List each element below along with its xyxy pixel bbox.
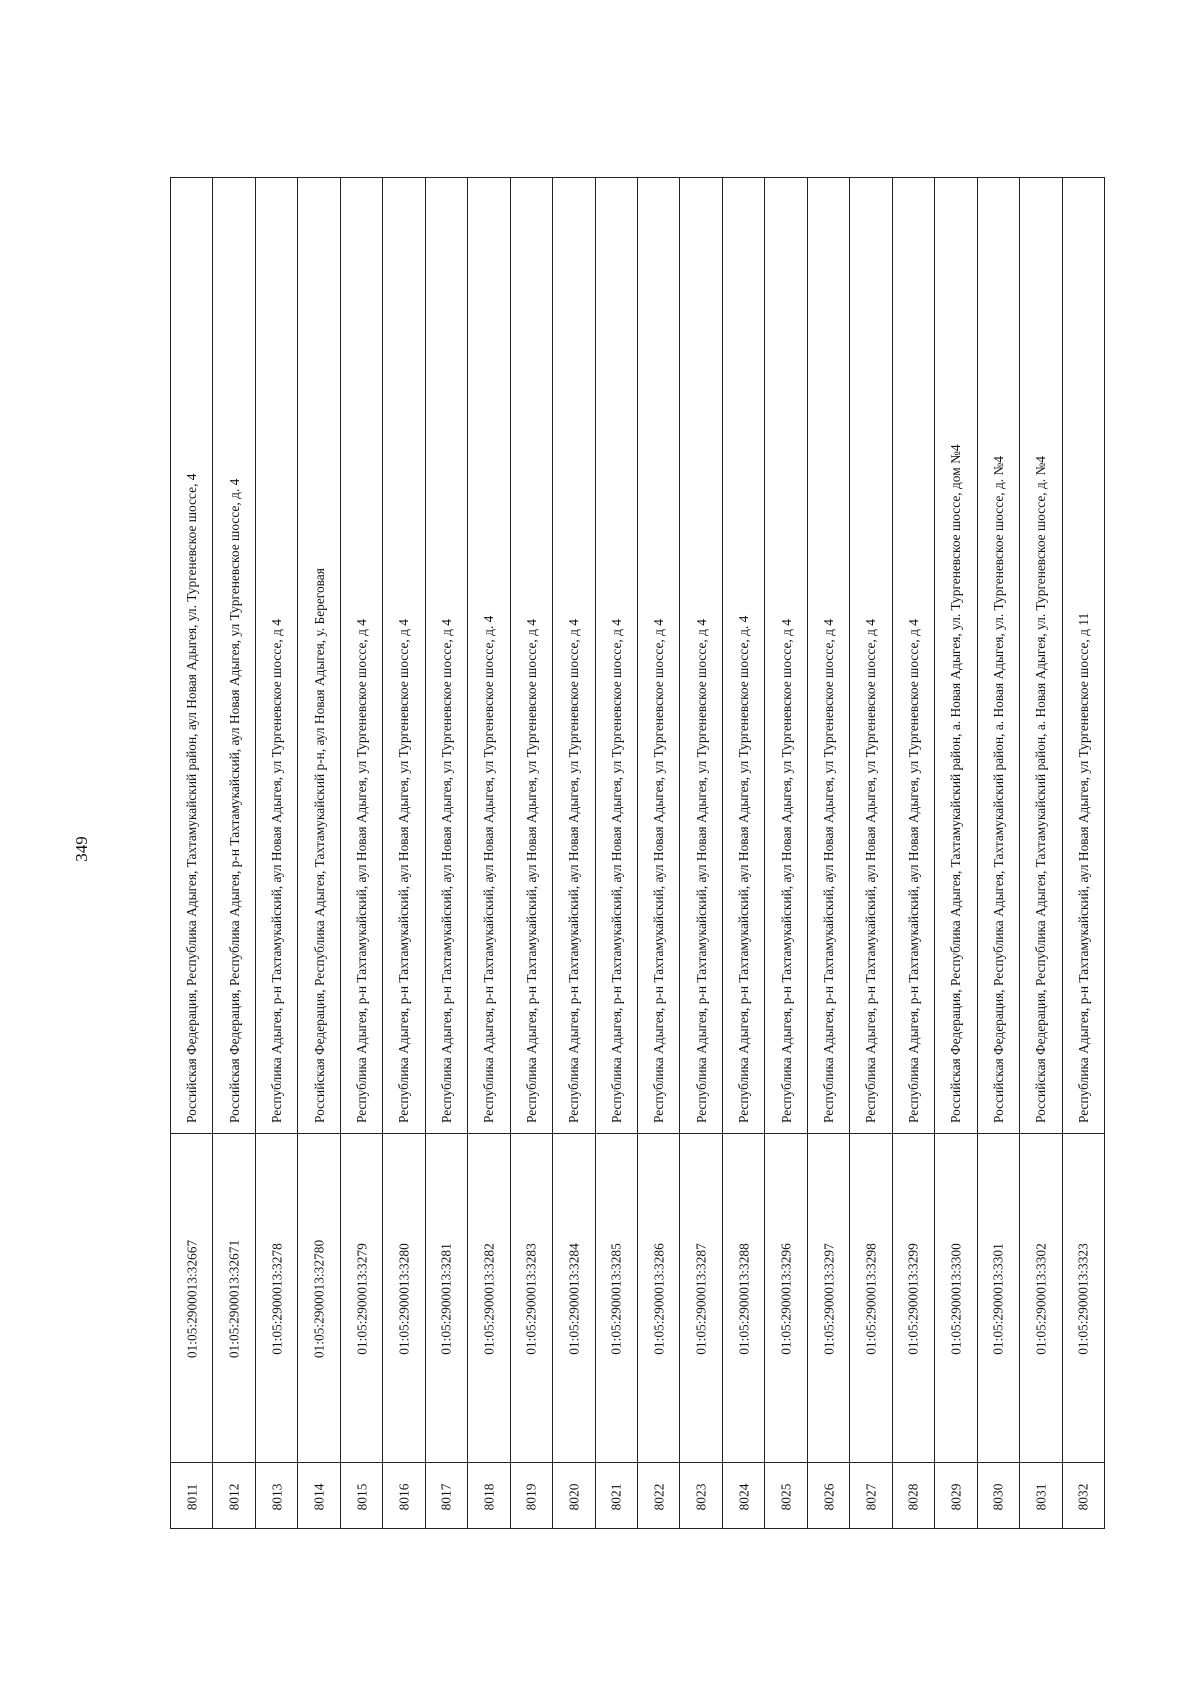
address-cell	[765, 178, 806, 1133]
table-row	[341, 178, 383, 1528]
row-number-cell	[426, 1462, 467, 1531]
address-cell-text: Республика Адыгея, р-н Тахтамукайский, аул Новая Адыгея, ул Тургеневское шоссе, д 4	[778, 618, 794, 1123]
row-number-cell	[765, 1462, 806, 1531]
cadastral-number-cell-text: 01:05:2900013:3296	[778, 1242, 794, 1355]
row-number-cell	[680, 1462, 721, 1531]
address-cell	[1020, 178, 1061, 1133]
cadastral-number-cell-text: 01:05:2900013:3288	[735, 1242, 751, 1355]
table-row	[1020, 178, 1062, 1528]
cadastral-number-cell	[213, 1133, 254, 1463]
cadastral-number-cell	[935, 1133, 976, 1463]
row-number-cell-text: 8019	[523, 1483, 539, 1511]
row-number-cell	[298, 1462, 339, 1531]
row-number-cell-text: 8014	[311, 1483, 327, 1511]
cadastral-number-cell	[978, 1133, 1019, 1463]
row-number-cell-text: 8029	[948, 1483, 964, 1511]
address-cell-text: Российская Федерация, Республика Адыгея, Тахтамукайский район, а. Новая Адыгея, ул. Тургеневское шоссе, д. №4	[1033, 455, 1049, 1123]
cadastral-number-cell-text: 01:05:2900013:32780	[311, 1239, 327, 1358]
address-cell-text: Республика Адыгея, р-н Тахтамукайский, аул Новая Адыгея, ул Тургеневское шоссе, д 4	[396, 618, 412, 1123]
address-cell	[680, 178, 721, 1133]
address-cell	[341, 178, 382, 1133]
row-number-cell-text: 8021	[608, 1483, 624, 1511]
page-number	[62, 829, 102, 869]
row-number-cell-text: 8017	[438, 1483, 454, 1511]
row-number-cell	[723, 1462, 764, 1531]
address-cell	[723, 178, 764, 1133]
row-number-cell-text: 8030	[990, 1483, 1006, 1511]
address-cell	[978, 178, 1019, 1133]
cadastral-number-cell-text: 01:05:2900013:3302	[1033, 1242, 1049, 1355]
address-cell-text: Республика Адыгея, р-н Тахтамукайский, аул Новая Адыгея, ул Тургеневское шоссе, д 4	[269, 618, 285, 1123]
address-cell	[553, 178, 594, 1133]
cadastral-number-cell	[638, 1133, 679, 1463]
row-number-cell-text: 8022	[651, 1483, 666, 1511]
table-row	[171, 178, 213, 1528]
registry-table	[170, 177, 1105, 1529]
address-cell-text: Республика Адыгея, р-н Тахтамукайский, аул Новая Адыгея, ул Тургеневское шоссе, д 4	[693, 618, 709, 1123]
address-cell-text: Республика Адыгея, р-н Тахтамукайский, аул Новая Адыгея, ул Тургеневское шоссе, д 4	[905, 618, 921, 1123]
row-number-cell-text: 8026	[820, 1483, 836, 1511]
address-cell	[468, 178, 509, 1133]
row-number-cell	[808, 1462, 849, 1531]
address-cell-text: Республика Адыгея, р-н Тахтамукайский, аул Новая Адыгея, ул Тургеневское шоссе, д 4	[523, 618, 539, 1123]
table-row	[935, 178, 977, 1528]
row-number-cell-text: 8028	[905, 1483, 921, 1511]
page-number-text: 349	[72, 836, 91, 862]
address-cell-text: Республика Адыгея, р-н Тахтамукайский, аул Новая Адыгея, ул Тургеневское шоссе, д 4	[566, 618, 582, 1123]
cadastral-number-cell	[511, 1133, 552, 1463]
cadastral-number-cell	[171, 1133, 212, 1463]
row-number-cell-text: 8024	[735, 1483, 751, 1511]
row-number-cell	[383, 1462, 424, 1531]
table-row	[298, 178, 340, 1528]
address-cell-text: Республика Адыгея, р-н Тахтамукайский, аул Новая Адыгея, ул Тургеневское шоссе, д 4	[863, 618, 879, 1123]
row-number-cell	[850, 1462, 891, 1531]
address-cell	[383, 178, 424, 1133]
table-row	[680, 178, 722, 1528]
row-number-cell-text: 8013	[268, 1483, 284, 1511]
cadastral-number-cell-text: 01:05:2900013:3280	[396, 1242, 412, 1355]
cadastral-number-cell-text: 01:05:2900013:3287	[693, 1242, 709, 1355]
address-cell	[893, 178, 934, 1133]
table-row	[468, 178, 510, 1528]
row-number-cell	[213, 1462, 254, 1531]
row-number-cell	[638, 1462, 679, 1531]
address-cell	[935, 178, 976, 1133]
address-cell-text: Республика Адыгея, р-н Тахтамукайский, аул Новая Адыгея, ул Тургеневское шоссе, д 4	[608, 618, 624, 1123]
address-cell-text: Республика Адыгея, р-н Тахтамукайский, аул Новая Адыгея, ул Тургеневское шоссе, д 4	[821, 618, 837, 1123]
row-number-cell	[893, 1462, 934, 1531]
cadastral-number-cell-text: 01:05:2900013:3299	[905, 1242, 921, 1355]
row-number-cell-text: 8032	[1075, 1483, 1091, 1511]
address-cell-text: Республика Адыгея, р-н Тахтамукайский, аул Новая Адыгея, ул Тургеневское шоссе, д 4	[354, 618, 370, 1123]
address-cell	[596, 178, 637, 1133]
row-number-cell-text: 8027	[863, 1483, 879, 1511]
cadastral-number-cell-text: 01:05:2900013:3284	[566, 1242, 582, 1355]
address-cell-text: Российская Федерация, Республика Адыгея, Тахтамукайский район, аул Новая Адыгея, ул. Тургеневское шоссе, 4	[184, 473, 200, 1123]
row-number-cell-text: 8025	[778, 1483, 794, 1511]
cadastral-number-cell	[1063, 1133, 1104, 1463]
cadastral-number-cell	[468, 1133, 509, 1463]
cadastral-number-cell-text: 01:05:2900013:3285	[608, 1242, 624, 1355]
cadastral-number-cell-text: 01:05:2900013:3279	[353, 1242, 369, 1355]
address-cell-text: Республика Адыгея, р-н Тахтамукайский, аул Новая Адыгея, ул Тургеневское шоссе, д 11	[1075, 612, 1091, 1123]
address-cell	[298, 178, 339, 1133]
address-cell	[213, 178, 254, 1133]
cadastral-number-cell-text: 01:05:2900013:3283	[523, 1242, 539, 1355]
table-row	[978, 178, 1020, 1528]
cadastral-number-cell	[680, 1133, 721, 1463]
row-number-cell	[468, 1462, 509, 1531]
row-number-cell-text: 8020	[566, 1483, 582, 1511]
cadastral-number-cell-text: 01:05:2900013:3323	[1075, 1242, 1091, 1355]
row-number-cell	[596, 1462, 637, 1531]
row-number-cell	[553, 1462, 594, 1531]
address-cell	[850, 178, 891, 1133]
cadastral-number-cell	[1020, 1133, 1061, 1463]
address-cell-text: Российская Федерация, Республика Адыгея, р-н Тахтамукайский, аул Новая Адыгея, ул Тургеневское шоссе, д. 4	[226, 478, 242, 1123]
cadastral-number-cell	[256, 1133, 297, 1463]
cadastral-number-cell	[383, 1133, 424, 1463]
row-number-cell	[171, 1462, 212, 1531]
table-row	[596, 178, 638, 1528]
cadastral-number-cell-text: 01:05:2900013:3278	[268, 1242, 284, 1355]
table-row	[1063, 178, 1104, 1528]
address-cell	[1063, 178, 1104, 1133]
address-cell-text: Республика Адыгея, р-н Тахтамукайский, аул Новая Адыгея, ул Тургеневское шоссе, д. 4	[736, 615, 752, 1123]
cadastral-number-cell-text: 01:05:2900013:3281	[438, 1242, 454, 1355]
table-row	[553, 178, 595, 1528]
cadastral-number-cell-text: 01:05:2900013:3282	[481, 1242, 497, 1355]
table-row	[426, 178, 468, 1528]
cadastral-number-cell	[808, 1133, 849, 1463]
cadastral-number-cell-text: 01:05:2900013:3286	[651, 1242, 666, 1355]
address-cell	[511, 178, 552, 1133]
cadastral-number-cell	[341, 1133, 382, 1463]
cadastral-number-cell	[596, 1133, 637, 1463]
row-number-cell	[256, 1462, 297, 1531]
row-number-cell	[511, 1462, 552, 1531]
cadastral-number-cell	[850, 1133, 891, 1463]
address-cell	[256, 178, 297, 1133]
address-cell-text: Российская Федерация, Республика Адыгея, Тахтамукайский район, а. Новая Адыгея, ул. Тургеневское шоссе, д. №4	[990, 455, 1006, 1123]
table-row	[383, 178, 425, 1528]
row-number-cell	[978, 1462, 1019, 1531]
address-cell-text: Республика Адыгея, р-н Тахтамукайский, аул Новая Адыгея, ул Тургеневское шоссе, д 4	[651, 618, 667, 1123]
cadastral-number-cell-text: 01:05:2900013:3301	[990, 1242, 1006, 1355]
address-cell	[808, 178, 849, 1133]
cadastral-number-cell	[765, 1133, 806, 1463]
table-row	[893, 178, 935, 1528]
table-row	[638, 178, 680, 1528]
cadastral-number-cell-text: 01:05:2900013:32671	[226, 1239, 242, 1358]
cadastral-number-cell	[723, 1133, 764, 1463]
row-number-cell	[1020, 1462, 1061, 1531]
row-number-cell-text: 8015	[353, 1483, 369, 1511]
cadastral-number-cell-text: 01:05:2900013:32667	[184, 1239, 200, 1358]
row-number-cell	[341, 1462, 382, 1531]
row-number-cell	[1063, 1462, 1104, 1531]
cadastral-number-cell	[893, 1133, 934, 1463]
cadastral-number-cell	[426, 1133, 467, 1463]
row-number-cell-text: 8023	[693, 1483, 709, 1511]
row-number-cell	[935, 1462, 976, 1531]
address-cell	[426, 178, 467, 1133]
address-cell-text: Республика Адыгея, р-н Тахтамукайский, аул Новая Адыгея, ул Тургеневское шоссе, д 4	[438, 618, 454, 1123]
cadastral-number-cell	[553, 1133, 594, 1463]
row-number-cell-text: 8031	[1033, 1483, 1049, 1511]
cadastral-number-cell-text: 01:05:2900013:3298	[863, 1242, 879, 1355]
table-row	[723, 178, 765, 1528]
table-row	[256, 178, 298, 1528]
table-row	[808, 178, 850, 1528]
address-cell-text: Российская Федерация, Республика Адыгея, Тахтамукайский район, а. Новая Адыгея, ул. Тургеневское шоссе, дом №4	[948, 444, 964, 1123]
cadastral-number-cell-text: 01:05:2900013:3300	[948, 1242, 964, 1355]
row-number-cell-text: 8018	[481, 1483, 497, 1511]
address-cell-text: Республика Адыгея, р-н Тахтамукайский, аул Новая Адыгея, ул Тургеневское шоссе, д. 4	[481, 615, 497, 1123]
table-row	[511, 178, 553, 1528]
row-number-cell-text: 8012	[226, 1483, 242, 1511]
cadastral-number-cell-text: 01:05:2900013:3297	[820, 1242, 836, 1355]
row-number-cell-text: 8016	[396, 1483, 412, 1511]
cadastral-number-cell	[298, 1133, 339, 1463]
table-row	[850, 178, 892, 1528]
table-row	[213, 178, 255, 1528]
row-number-cell-text: 8011	[184, 1483, 200, 1511]
table-row	[765, 178, 807, 1528]
address-cell	[171, 178, 212, 1133]
address-cell-text: Российская Федерация, Республика Адыгея, Тахтамукайский р-н, аул Новая Адыгея, у. Береговая	[311, 567, 327, 1123]
address-cell	[638, 178, 679, 1133]
